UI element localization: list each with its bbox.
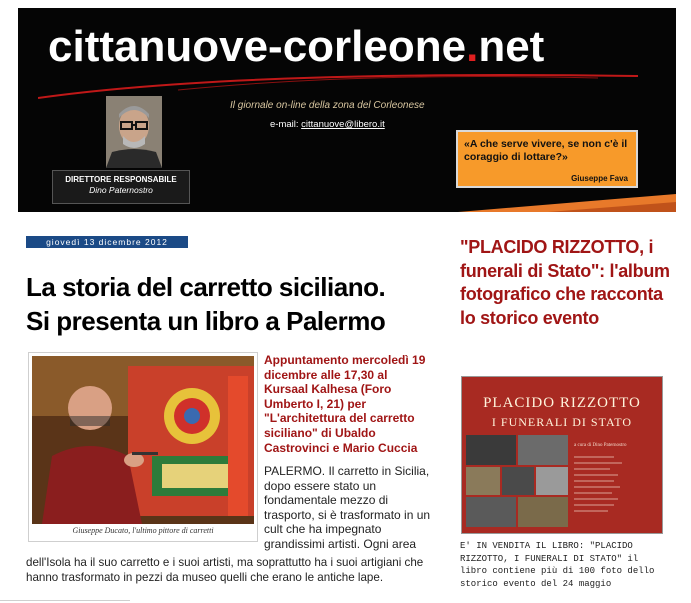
book-cover-subtitle: I FUNERALI DI STATO <box>491 415 633 429</box>
book-cover-image[interactable] <box>461 376 663 534</box>
post-date: giovedì 13 dicembre 2012 <box>26 236 188 248</box>
contact-email[interactable] <box>270 119 385 130</box>
book-cover-author: a cura di Dino Paternostro <box>574 443 627 448</box>
orange-stripe-decoration <box>428 190 676 212</box>
divider <box>0 600 130 601</box>
post-title-line2[interactable]: Si presenta un libro a Palermo <box>26 306 386 336</box>
post-title-line1[interactable]: La storia del carretto siciliano. <box>26 272 386 302</box>
article-photo[interactable] <box>32 356 254 524</box>
post-title[interactable] <box>26 270 426 338</box>
quote-author: Giuseppe Fava <box>571 174 628 183</box>
site-title-dot: . <box>466 22 479 71</box>
article-lead: Appuntamento mercoledì 19 dicembre alle 17,30 al Kursaal Kalhesa (Foro Umberto I, 21) per "L'architettura del carretto siciliano" di Ubaldo Castrovinci e Mario Cuccia <box>264 353 426 455</box>
sidebar-title[interactable]: "PLACIDO RIZZOTTO, i funerali di Stato": l'album fotografico che racconta lo storico evento <box>460 237 670 328</box>
director-photo <box>106 96 162 168</box>
header-banner[interactable] <box>18 8 676 212</box>
book-cover-collage <box>466 435 570 527</box>
site-title-main: cittanuove-corleone <box>48 22 467 71</box>
article-body: PALERMO. Il carretto in Sicilia, dopo essere stato un fondamentale mezzo di trasporto, si è trasformato in un cult che ha impegnato grandissimi artisti. Ogni area <box>264 464 431 551</box>
email-link[interactable]: cittanuove@libero.it <box>301 119 385 130</box>
director-name: Dino Paternostro <box>89 185 153 195</box>
site-tagline: Il giornale on-line della zona del Corleonese <box>230 100 425 111</box>
email-label: e-mail: <box>270 119 299 130</box>
article-figure <box>28 352 258 542</box>
site-title-tld: net <box>478 22 545 71</box>
site-title[interactable] <box>48 22 544 72</box>
quote-text: «A che serve vivere, se non c'è il coraggio di lottare?» <box>464 138 628 163</box>
book-cover-title: PLACIDO RIZZOTTO <box>483 395 641 411</box>
director-box <box>52 170 190 204</box>
sidebar-description: E' IN VENDITA IL LIBRO: "PLACIDO RIZZOTTO, I FUNERALI DI STATO" il libro contiene più di 100 foto dello storico evento del 24 maggio <box>460 541 655 589</box>
article-body-continued: dell'Isola ha il suo carretto e i suoi artisti, ma soprattutto ha i suoi artigiani che hanno trasformato in pezzi da museo quelli che erano le antiche lape. <box>26 556 424 584</box>
image-caption: Giuseppe Ducato, l'ultimo pittore di carretti <box>72 526 214 535</box>
quote-box <box>456 130 638 188</box>
director-title: DIRETTORE RESPONSABILE <box>65 175 177 184</box>
book-cover-index-lines <box>574 453 654 523</box>
